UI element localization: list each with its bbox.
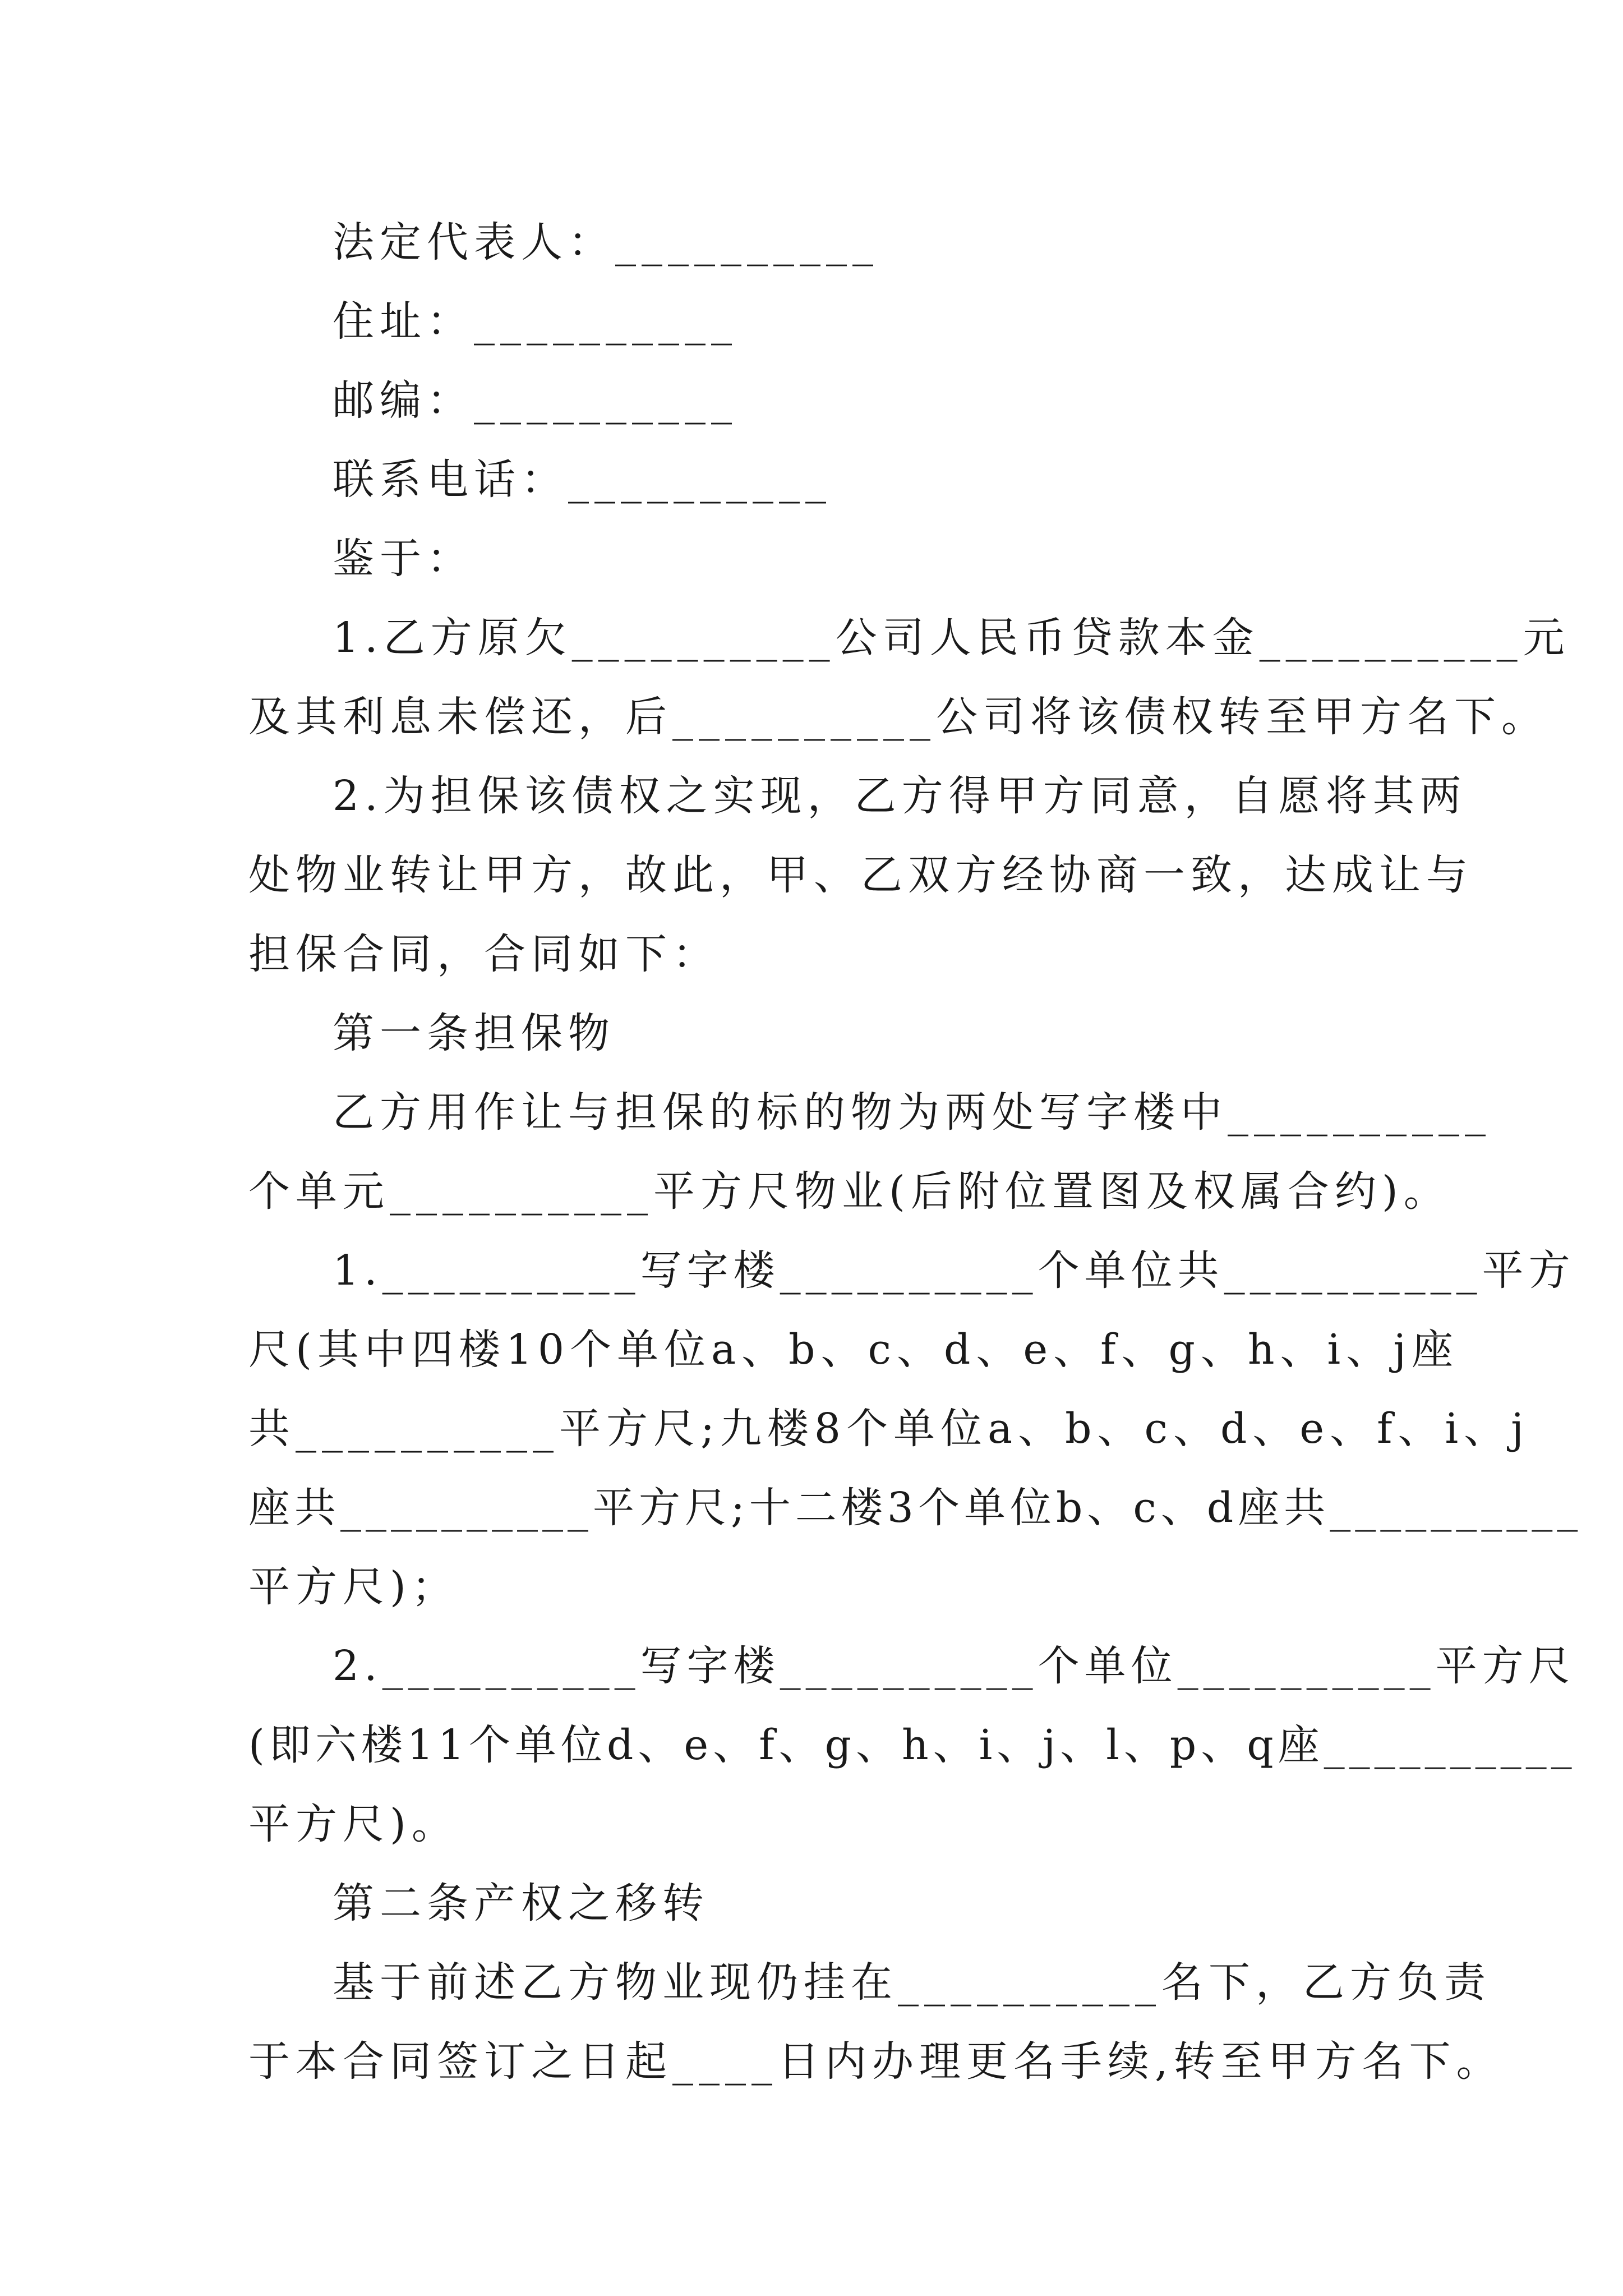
item-1-line-5: 平方尺)；: [248, 1563, 459, 1611]
item-1-line-3: 共__________平方尺;九楼8个单位a、b、c、d、e、f、i、j: [248, 1405, 1530, 1453]
article-2-para-line-2: 于本合同签订之日起____日内办理更名手续,转至甲方名下。: [248, 2037, 1504, 2086]
item-1-line-4: 座共__________平方尺;十二楼3个单位b、c、d座共__________: [248, 1484, 1583, 1532]
whereas-heading: 鉴于：: [333, 535, 474, 583]
item-1-line-1: 1.__________写字楼__________个单位共__________平方: [333, 1246, 1575, 1295]
item-2-line-1: 2.__________写字楼__________个单位__________平方尺: [333, 1642, 1575, 1690]
recital-2-line-1: 2.为担保该债权之实现，乙方得甲方同意，自愿将其两: [333, 772, 1467, 820]
recital-2-line-2: 处物业转让甲方，故此，甲、乙双方经协商一致，达成让与: [248, 851, 1473, 899]
article-2-heading: 第二条产权之移转: [333, 1879, 709, 1927]
legal-representative-line: 法定代表人：__________: [333, 218, 879, 266]
recital-2-line-3: 担保合同，合同如下：: [248, 930, 720, 978]
article-1-para-line-1: 乙方用作让与担保的标的物为两处写字楼中__________: [333, 1088, 1491, 1137]
item-2-line-2: (即六楼11个单位d、e、f、g、h、i、j、l、p、q座__________: [248, 1721, 1576, 1769]
item-2-line-3: 平方尺)。: [248, 1800, 459, 1848]
address-line: 住址：__________: [333, 297, 737, 346]
phone-line: 联系电话：__________: [333, 455, 832, 504]
recital-1-line-1: 1.乙方原欠__________公司人民币贷款本金__________元: [333, 614, 1570, 662]
article-1-para-line-2: 个单元__________平方尺物业(后附位置图及权属合约)。: [248, 1167, 1451, 1216]
document-body: [248, 203, 1583, 2101]
postcode-line: 邮编：__________: [333, 376, 737, 425]
article-1-heading: 第一条担保物: [333, 1009, 615, 1057]
item-1-line-2: 尺(其中四楼10个单位a、b、c、d、e、f、g、h、i、j座: [248, 1326, 1459, 1374]
recital-1-line-2: 及其利息未偿还，后__________公司将该债权转至甲方名下。: [248, 693, 1548, 741]
article-2-para-line-1: 基于前述乙方物业现仍挂在__________名下，乙方负责: [333, 1958, 1491, 2007]
